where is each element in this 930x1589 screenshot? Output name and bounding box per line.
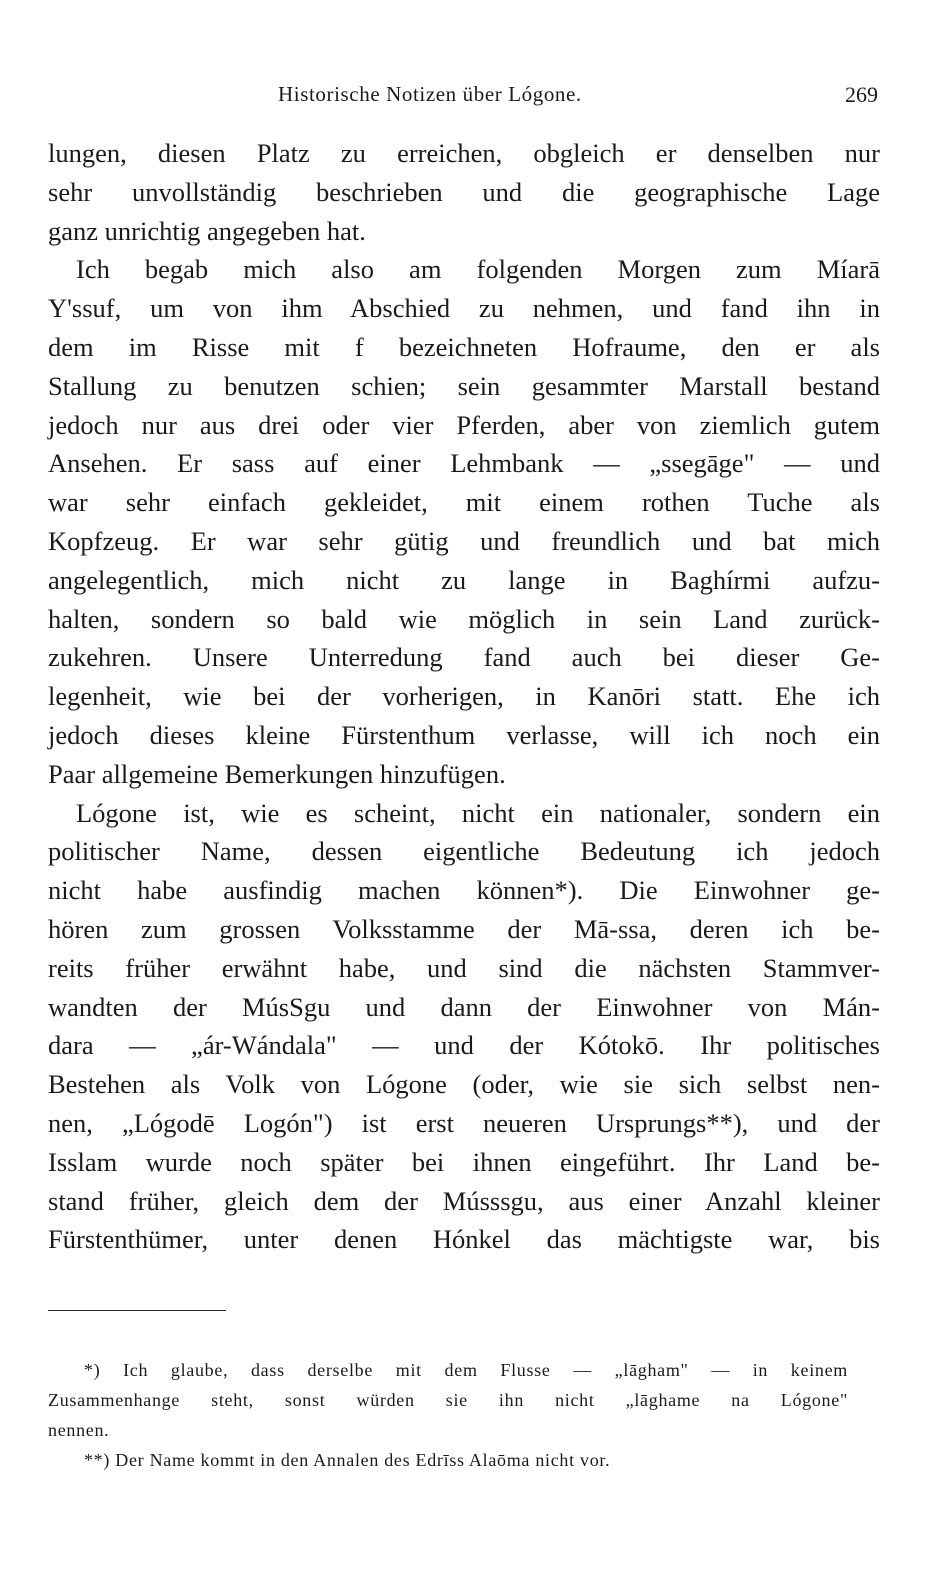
- text-line: Y'ssuf, um von ihm Abschied zu nehmen, und fand ihn in: [48, 293, 880, 324]
- footnote-separator: [48, 1310, 226, 1311]
- running-title: Historische Notizen über Lógone.: [278, 82, 582, 106]
- text-line: politischer Name, dessen eigentliche Bedeutung ich jedoch: [48, 836, 880, 867]
- text-line: Bestehen als Volk von Lógone (oder, wie sie sich selbst nen-: [48, 1069, 880, 1100]
- text-line: Paar allgemeine Bemerkungen hinzufügen.: [48, 758, 506, 789]
- text-line: ganz unrichtig angegeben hat.: [48, 215, 366, 246]
- footnote-line: nennen.: [48, 1420, 110, 1440]
- text-line: Fürstenthümer, unter denen Hónkel das mächtigste war, bis: [48, 1224, 880, 1255]
- text-line: Kopfzeug. Er war sehr gütig und freundlich und bat mich: [48, 525, 880, 556]
- page-header: [48, 82, 884, 112]
- text-line: reits früher erwähnt habe, und sind die nächsten Stammver-: [48, 952, 880, 983]
- text-line: lungen, diesen Platz zu erreichen, obgleich er denselben nur: [48, 138, 880, 168]
- page-number: 269: [845, 82, 878, 107]
- text-line: dara — „ár-Wándala" — und der Kótokō. Ihr politisches: [48, 1030, 880, 1061]
- footnote-line: Zusammenhange steht, sonst würden sie ihn nicht „lāghame na Lógone": [48, 1390, 848, 1410]
- text-line: jedoch nur aus drei oder vier Pferden, aber von ziemlich gutem: [48, 409, 880, 440]
- text-line: Ich begab mich also am folgenden Morgen zum Míarā: [76, 254, 880, 285]
- text-line: legenheit, wie bei der vorherigen, in Kanōri statt. Ehe ich: [48, 681, 880, 712]
- text-line: war sehr einfach gekleidet, mit einem rothen Tuche als: [48, 487, 880, 518]
- text-line: Lógone ist, wie es scheint, nicht ein nationaler, sondern ein: [76, 797, 880, 828]
- footnote-line: *) Ich glaube, dass derselbe mit dem Flusse — „lāgham" — in keinem: [84, 1360, 848, 1380]
- text-line: jedoch dieses kleine Fürstenthum verlasse, will ich noch ein: [48, 719, 880, 750]
- text-line: nen, „Lógodē Logón") ist erst neueren Ursprungs**), und der: [48, 1107, 880, 1138]
- text-line: dem im Risse mit f bezeichneten Hofraume, den er als: [48, 331, 880, 362]
- text-line: sehr unvollständig beschrieben und die geographische Lage: [48, 176, 880, 207]
- footnote-line: **) Der Name kommt in den Annalen des Edrīss Alaōma nicht vor.: [84, 1450, 611, 1470]
- text-line: Ansehen. Er sass auf einer Lehmbank — „ssegāge" — und: [48, 448, 880, 479]
- text-line: Stallung zu benutzen schien; sein gesammter Marstall bestand: [48, 370, 880, 401]
- text-line: angelegentlich, mich nicht zu lange in Baghírmi aufzu-: [48, 564, 880, 595]
- text-line: wandten der MúsSgu und dann der Einwohner von Mán-: [48, 991, 880, 1022]
- body-text: [48, 134, 880, 1259]
- text-line: stand früher, gleich dem der Músssgu, aus einer Anzahl kleiner: [48, 1185, 880, 1216]
- text-line: Isslam wurde noch später bei ihnen eingeführt. Ihr Land be-: [48, 1146, 880, 1177]
- footnotes: [48, 1355, 848, 1475]
- text-line: hören zum grossen Volksstamme der Mā-ssa, deren ich be-: [48, 913, 880, 944]
- text-line: halten, sondern so bald wie möglich in sein Land zurück-: [48, 603, 880, 634]
- text-line: nicht habe ausfindig machen können*). Die Einwohner ge-: [48, 875, 880, 906]
- text-line: zukehren. Unsere Unterredung fand auch bei dieser Ge-: [48, 642, 880, 673]
